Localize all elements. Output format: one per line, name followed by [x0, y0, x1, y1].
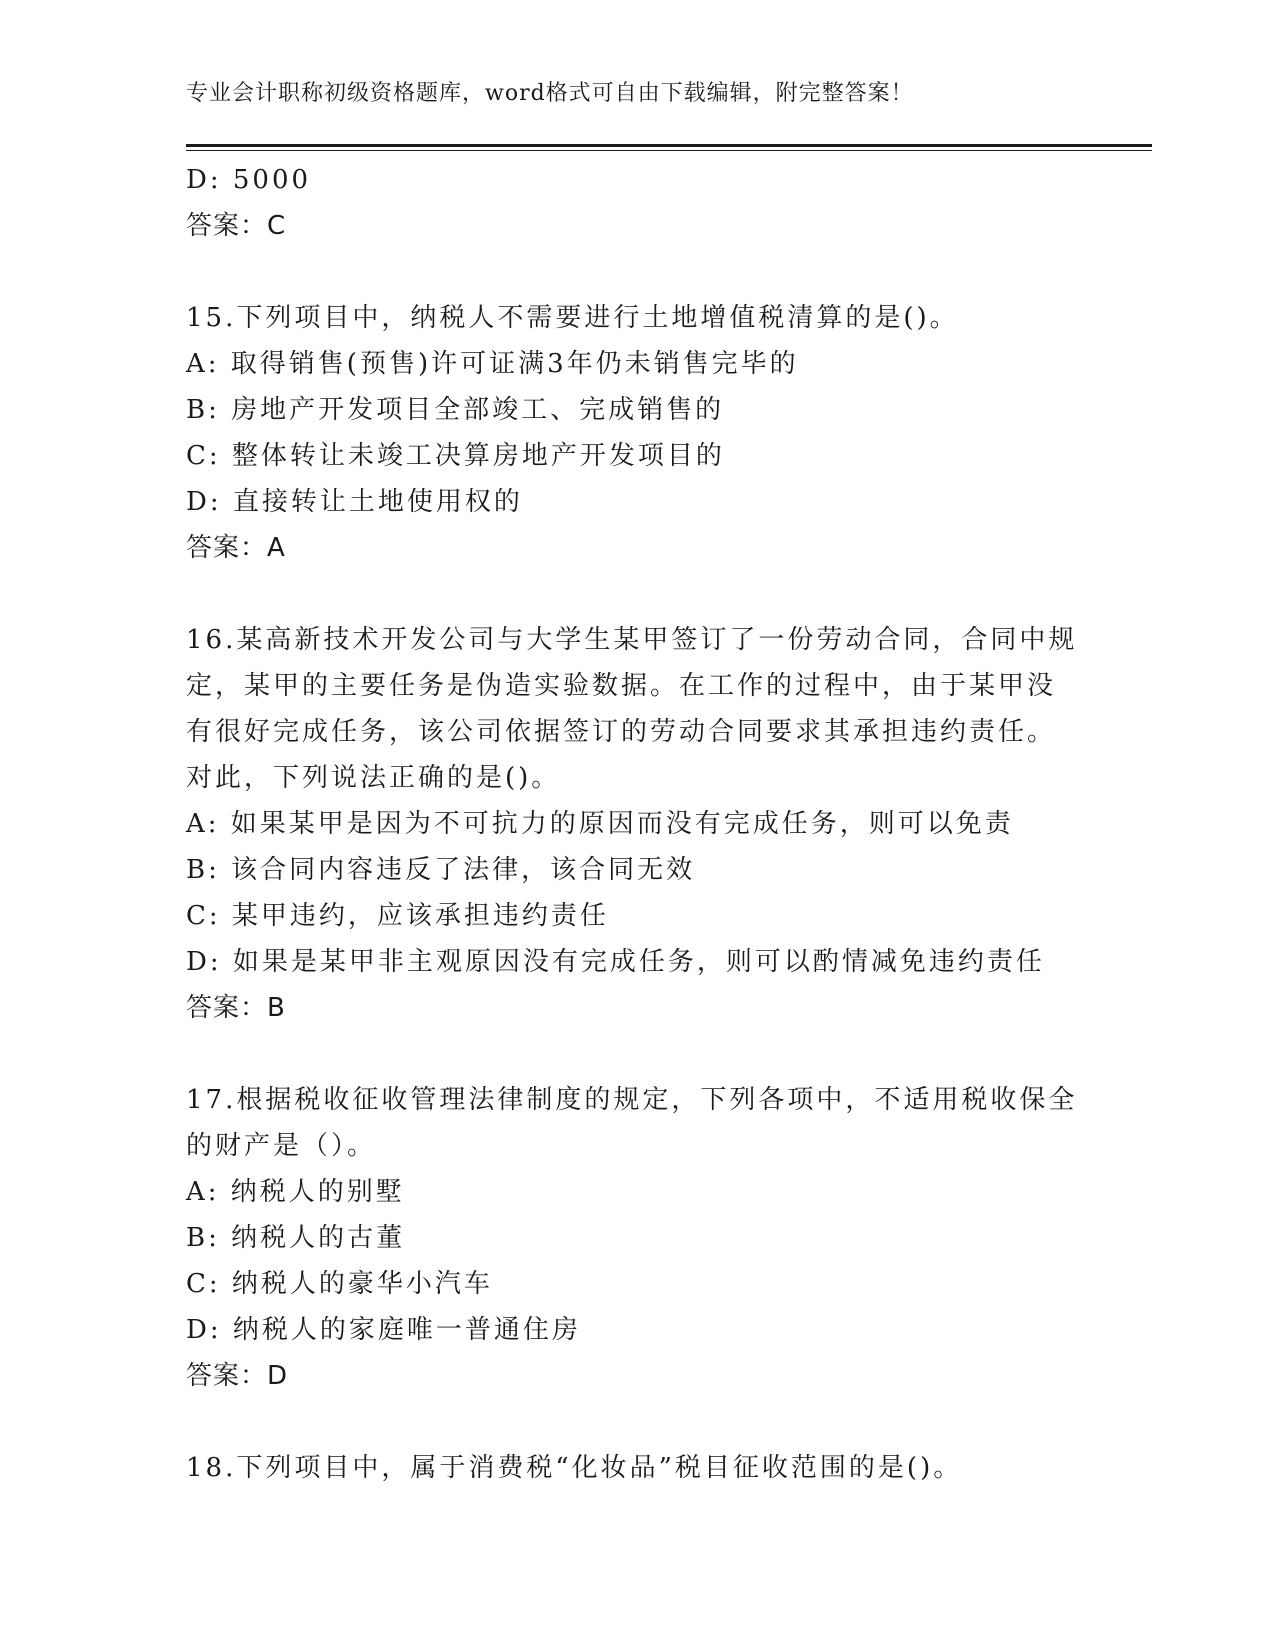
header-rule-thick: [186, 144, 1152, 147]
option-d: D: 纳税人的家庭唯一普通住房: [186, 1315, 581, 1345]
question-stem: 16.某高新技术开发公司与大学生某甲签订了一份劳动合同，合同中规: [186, 625, 1078, 655]
option-a: A: 如果某甲是因为不可抗力的原因而没有完成任务，则可以免责: [186, 809, 1014, 839]
question-stem: 15.下列项目中，纳税人不需要进行土地增值税清算的是()。: [186, 303, 959, 333]
option-a: A: 取得销售(预售)许可证满3年仍未销售完毕的: [186, 349, 799, 379]
q14-option-d: D: 5000: [186, 165, 312, 195]
question-17: [186, 1077, 1086, 1399]
option-b: B: 房地产开发项目全部竣工、完成销售的: [186, 395, 725, 425]
option-c: C: 纳税人的豪华小汽车: [186, 1269, 493, 1299]
question-16: [186, 617, 1086, 1031]
answer: 答案：D: [186, 1361, 289, 1391]
question-18: [186, 1445, 1086, 1491]
q14-answer: 答案：C: [186, 211, 287, 241]
option-c: C: 某甲违约，应该承担违约责任: [186, 901, 609, 931]
option-d: D: 如果是某甲非主观原因没有完成任务，则可以酌情减免违约责任: [186, 947, 1045, 977]
option-a: A: 纳税人的别墅: [186, 1177, 405, 1207]
question-stem: 17.根据税收征收管理法律制度的规定，下列各项中，不适用税收保全: [186, 1085, 1078, 1115]
option-b: B: 纳税人的古董: [186, 1223, 406, 1253]
question-stem: 对此，下列说法正确的是()。: [186, 763, 561, 793]
question-content: [186, 157, 1086, 1491]
question-stem: 18.下列项目中，属于消费税“化妆品”税目征收范围的是()。: [186, 1453, 963, 1483]
option-c: C: 整体转让未竣工决算房地产开发项目的: [186, 441, 725, 471]
question-stem: 定，某甲的主要任务是伪造实验数据。在工作的过程中，由于某甲没: [186, 671, 1057, 701]
question-stem: 有很好完成任务，该公司依据签订的劳动合同要求其承担违约责任。: [186, 717, 1057, 747]
page-header: 专业会计职称初级资格题库，word格式可自由下载编辑，附完整答案！: [186, 81, 914, 106]
answer: 答案：A: [186, 533, 286, 563]
option-d: D: 直接转让土地使用权的: [186, 487, 523, 517]
question-stem: 的财产是（）。: [186, 1131, 377, 1161]
option-b: B: 该合同内容违反了法律，该合同无效: [186, 855, 696, 885]
question-15: [186, 295, 1086, 571]
header-rule-thin: [186, 150, 1152, 151]
answer: 答案：B: [186, 993, 286, 1023]
